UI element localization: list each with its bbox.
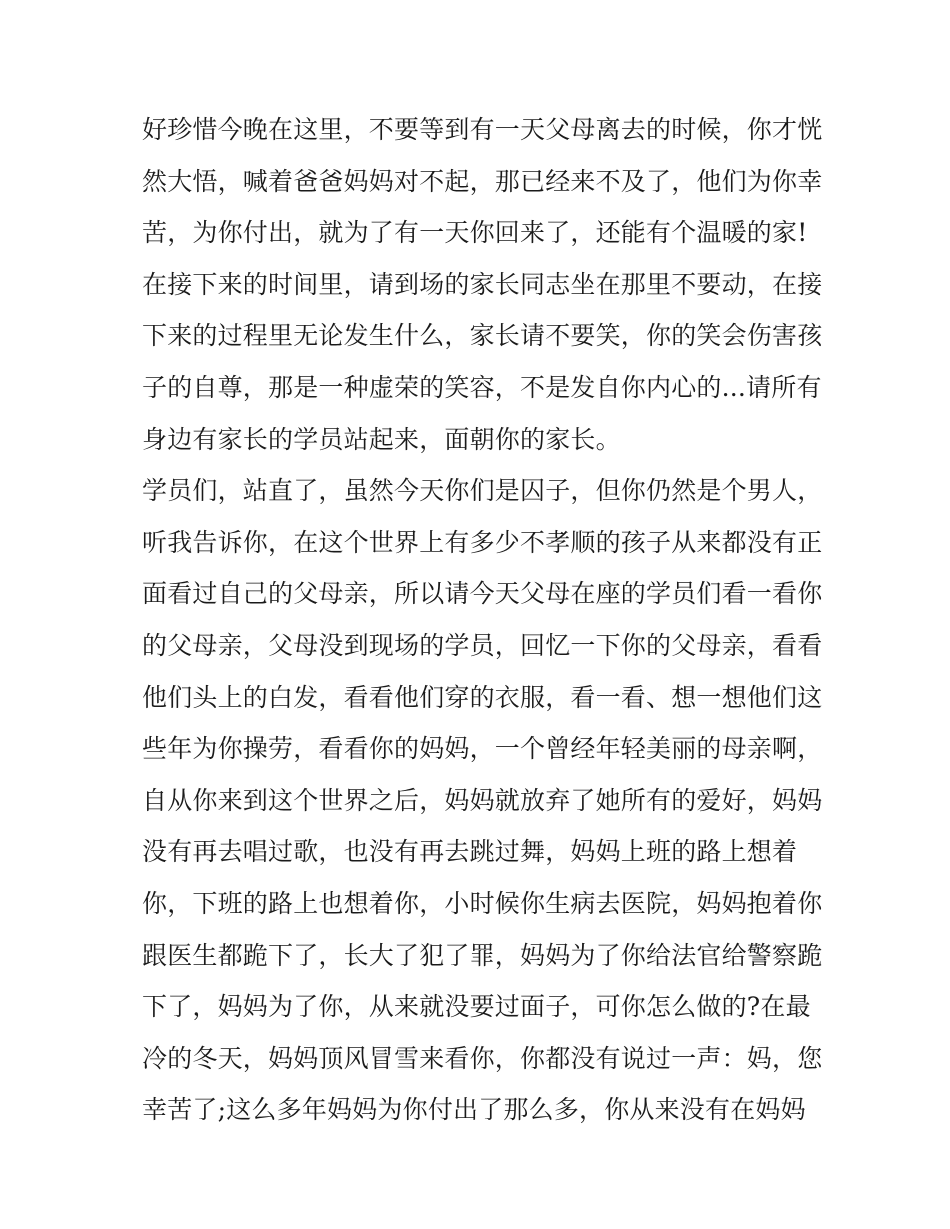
body-text bbox=[142, 104, 822, 1136]
text-line-2: 然大悟，喊着爸爸妈妈对不起，那已经来不及了，他们为你幸 bbox=[142, 166, 823, 196]
text-line-20: 幸苦了;这么多年妈妈为你付出了那么多，你从来没有在妈妈 bbox=[142, 1095, 806, 1125]
text-line-16: 你，下班的路上也想着你，小时候你生病去医院，妈妈抱着你 bbox=[142, 888, 823, 918]
text-line-18: 下了，妈妈为了你，从来就没要过面子，可你怎么做的?在最 bbox=[142, 992, 811, 1022]
text-line-15: 没有再去唱过歌，也没有再去跳过舞，妈妈上班的路上想着 bbox=[142, 837, 798, 867]
text-line-10: 面看过自己的父母亲，所以请今天父母在座的学员们看一看你 bbox=[142, 579, 823, 609]
text-line-4: 在接下来的时间里，请到场的家长同志坐在那里不要动，在接 bbox=[142, 269, 823, 299]
text-line-8: 学员们，站直了，虽然今天你们是囚子，但你仍然是个男人， bbox=[142, 476, 823, 506]
text-line-7: 身边有家长的学员站起来，面朝你的家长。 bbox=[142, 424, 621, 454]
text-line-12: 他们头上的白发，看看他们穿的衣服，看一看、想一想他们这 bbox=[142, 682, 823, 712]
text-line-19: 冷的冬天，妈妈顶风冒雪来看你，你都没有说过一声：妈，您 bbox=[142, 1043, 823, 1073]
text-line-3: 苦，为你付出，就为了有一天你回来了，还能有个温暖的家! bbox=[142, 218, 808, 248]
text-line-13: 些年为你操劳，看看你的妈妈，一个曾经年轻美丽的母亲啊， bbox=[142, 734, 823, 764]
text-line-6: 子的自尊，那是一种虚荣的笑容，不是发自你内心的...请所有 bbox=[142, 372, 822, 402]
text-line-11: 的父母亲，父母没到现场的学员，回忆一下你的父母亲，看看 bbox=[142, 630, 823, 660]
text-line-1: 好珍惜今晚在这里，不要等到有一天父母离去的时候，你才恍 bbox=[142, 115, 823, 144]
text-line-5: 下来的过程里无论发生什么，家长请不要笑，你的笑会伤害孩 bbox=[142, 321, 823, 351]
text-line-14: 自从你来到这个世界之后，妈妈就放弃了她所有的爱好，妈妈 bbox=[142, 785, 823, 815]
text-line-17: 跟医生都跪下了，长大了犯了罪，妈妈为了你给法官给警察跪 bbox=[142, 940, 823, 970]
text-line-9: 听我告诉你，在这个世界上有多少不孝顺的孩子从来都没有正 bbox=[142, 527, 823, 557]
